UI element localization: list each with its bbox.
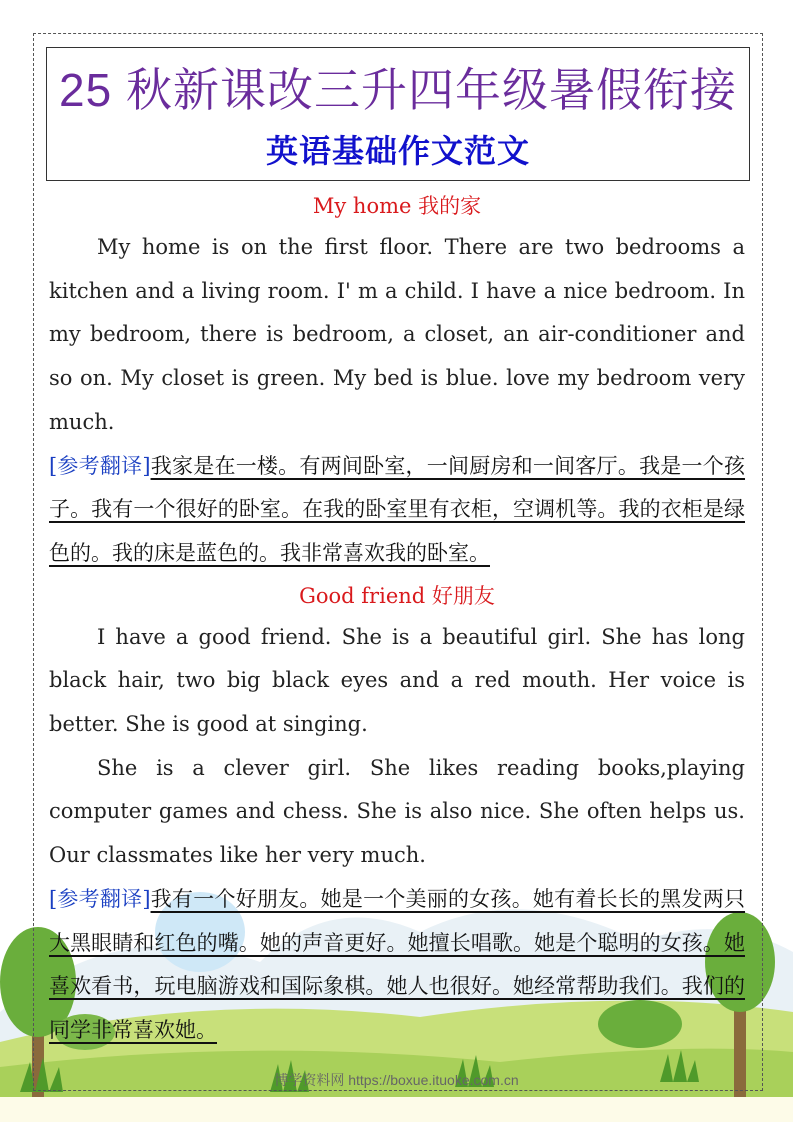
translation-text: 我有一个好朋友。她是一个美丽的女孩。她有着长长的黑发两只大黑眼睛和红色的嘴。她的声音更好。她擅长唱歌。她是个聪明的女孩。她喜欢看书，玩电脑游戏和国际象棋。她人也很好。她经常帮助我们。我们的同学非常喜欢她。 xyxy=(49,886,746,1042)
watermark: 博学资料网 https://boxue.ituoke.com.cn xyxy=(274,1072,519,1088)
translation-block xyxy=(49,878,745,1053)
page-subtitle: 英语基础作文范文 xyxy=(265,132,530,170)
translation-text: 我家是在一楼。有两间卧室，一间厨房和一间客厅。我是一个孩子。我有一个很好的卧室。在我的卧室里有衣柜，空调机等。我的衣柜是绿色的。我的床是蓝色的。我非常喜欢我的卧室。 xyxy=(49,453,746,565)
essay-section-good-friend xyxy=(49,576,745,1053)
essay-paragraph: She is a clever girl. She likes reading books,playing computer games and chess. She is also nice. She often helps us. Our classmates like her very much. xyxy=(49,755,745,868)
essay-content xyxy=(49,186,745,1053)
essay-section-my-home xyxy=(49,186,745,576)
translation-tag: [参考翻译] xyxy=(49,453,151,478)
title-box xyxy=(46,47,750,181)
section-title: Good friend 好朋友 xyxy=(299,583,495,608)
section-title: My home 我的家 xyxy=(312,194,482,218)
translation-tag: [参考翻译] xyxy=(49,886,151,911)
essay-paragraph: My home is on the first floor. There are two bedrooms a kitchen and a living room. I' m a child. I have a nice bedroom. In my bedroom, there is bedroom, a closet, an air-conditioner and so on. My closet is green. My bed is blue. love my bedroom very much. xyxy=(49,235,745,434)
page-title: 25 秋新课改三升四年级暑假衔接 xyxy=(59,64,737,116)
essay-paragraph: I have a good friend. She is a beautiful girl. She has long black hair, two big black eyes and a red mouth. Her voice is better. She is good at singing. xyxy=(49,624,745,737)
translation-block xyxy=(49,445,745,576)
